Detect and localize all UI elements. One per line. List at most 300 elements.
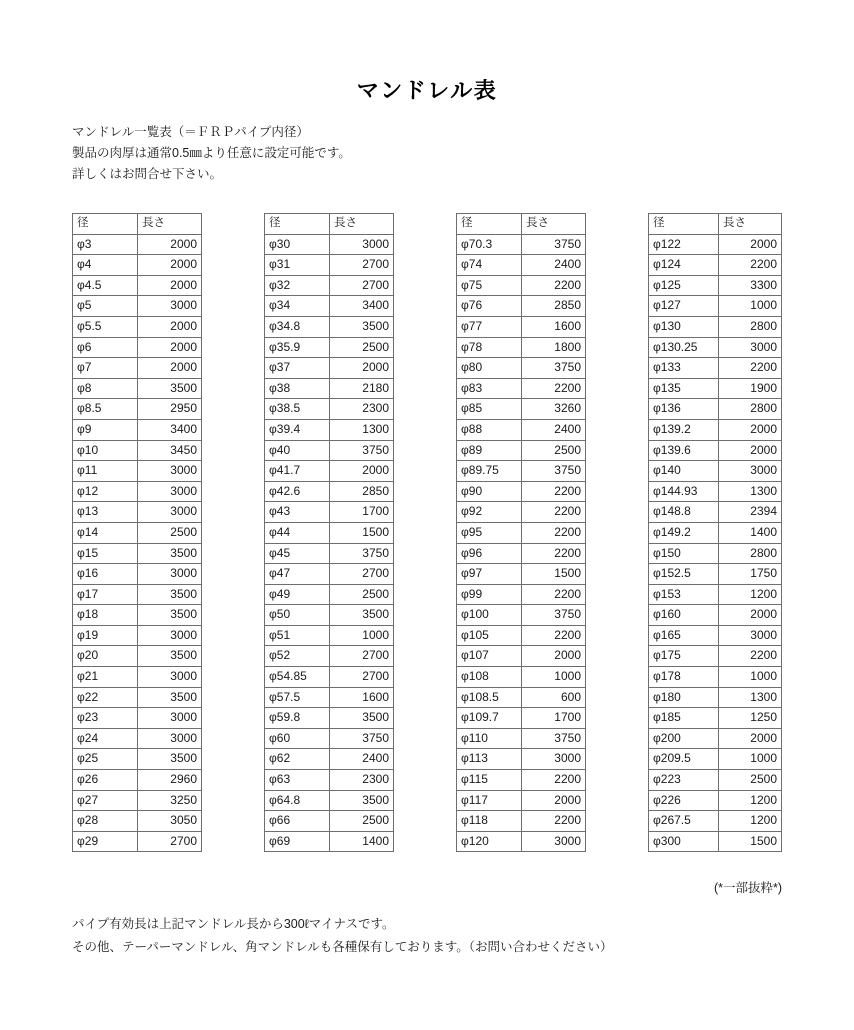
cell-length: 1000 <box>522 667 586 688</box>
cell-length: 2200 <box>522 625 586 646</box>
table-row <box>265 790 394 811</box>
cell-length: 2000 <box>719 728 782 749</box>
table-row <box>265 522 394 543</box>
cell-diameter: φ15 <box>73 543 138 564</box>
table-row <box>649 543 782 564</box>
cell-diameter: φ52 <box>265 646 330 667</box>
table-row <box>649 790 782 811</box>
table-row <box>73 564 202 585</box>
cell-length: 2500 <box>330 337 394 358</box>
table-row <box>457 378 586 399</box>
table-row <box>73 646 202 667</box>
column-header-length: 長さ <box>719 214 782 235</box>
cell-diameter: φ57.5 <box>265 687 330 708</box>
table-row <box>457 728 586 749</box>
table-row <box>265 811 394 832</box>
cell-diameter: φ74 <box>457 255 522 276</box>
cell-length: 1600 <box>330 687 394 708</box>
cell-length: 2850 <box>330 481 394 502</box>
table-row <box>457 440 586 461</box>
cell-diameter: φ70.3 <box>457 234 522 255</box>
cell-length: 2200 <box>522 378 586 399</box>
table-row <box>73 316 202 337</box>
mandrel-table-3 <box>456 213 586 852</box>
cell-diameter: φ100 <box>457 605 522 626</box>
cell-diameter: φ118 <box>457 811 522 832</box>
cell-diameter: φ32 <box>265 275 330 296</box>
table-row <box>649 419 782 440</box>
table-row <box>457 461 586 482</box>
table-row <box>265 502 394 523</box>
cell-length: 3500 <box>330 790 394 811</box>
cell-diameter: φ267.5 <box>649 811 719 832</box>
cell-diameter: φ42.6 <box>265 481 330 502</box>
cell-length: 3400 <box>330 296 394 317</box>
table-row <box>649 667 782 688</box>
cell-diameter: φ40 <box>265 440 330 461</box>
cell-length: 1800 <box>522 337 586 358</box>
table-row <box>649 481 782 502</box>
intro-line-3: 詳しくはお問合せ下さい。 <box>72 167 223 181</box>
cell-diameter: φ6 <box>73 337 138 358</box>
intro-line-2: 製品の肉厚は通常0.5㎜より任意に設定可能です。 <box>72 146 351 160</box>
cell-diameter: φ27 <box>73 790 138 811</box>
cell-diameter: φ5.5 <box>73 316 138 337</box>
table-row <box>457 481 586 502</box>
table-row <box>73 543 202 564</box>
cell-diameter: φ35.9 <box>265 337 330 358</box>
mandrel-table-1 <box>72 213 202 852</box>
cell-length: 2400 <box>522 419 586 440</box>
mandrel-table-2 <box>264 213 394 852</box>
intro-text-block <box>72 122 351 185</box>
table-row <box>649 502 782 523</box>
table-row <box>73 337 202 358</box>
table-row <box>265 234 394 255</box>
table-row <box>73 440 202 461</box>
cell-length: 3500 <box>330 316 394 337</box>
table-row <box>649 584 782 605</box>
table-row <box>265 419 394 440</box>
cell-length: 3000 <box>330 234 394 255</box>
cell-diameter: φ113 <box>457 749 522 770</box>
cell-length: 3750 <box>330 728 394 749</box>
table-row <box>649 625 782 646</box>
cell-length: 2700 <box>138 831 202 852</box>
cell-diameter: φ226 <box>649 790 719 811</box>
table-row <box>649 358 782 379</box>
cell-length: 1000 <box>330 625 394 646</box>
table-row <box>457 584 586 605</box>
table-row <box>649 296 782 317</box>
cell-length: 3000 <box>138 728 202 749</box>
table-row <box>265 564 394 585</box>
cell-diameter: φ59.8 <box>265 708 330 729</box>
cell-diameter: φ8.5 <box>73 399 138 420</box>
table-row <box>265 728 394 749</box>
cell-diameter: φ21 <box>73 667 138 688</box>
table-row <box>649 770 782 791</box>
cell-length: 3500 <box>138 646 202 667</box>
cell-length: 3500 <box>138 605 202 626</box>
table-row <box>265 358 394 379</box>
cell-diameter: φ18 <box>73 605 138 626</box>
cell-length: 3750 <box>522 461 586 482</box>
cell-length: 1300 <box>719 687 782 708</box>
cell-length: 3250 <box>138 790 202 811</box>
cell-diameter: φ75 <box>457 275 522 296</box>
cell-diameter: φ90 <box>457 481 522 502</box>
cell-length: 1500 <box>719 831 782 852</box>
cell-diameter: φ38 <box>265 378 330 399</box>
cell-length: 2000 <box>522 790 586 811</box>
cell-diameter: φ5 <box>73 296 138 317</box>
cell-length: 3300 <box>719 275 782 296</box>
cell-diameter: φ95 <box>457 522 522 543</box>
table-row <box>457 667 586 688</box>
cell-diameter: φ60 <box>265 728 330 749</box>
cell-length: 2000 <box>719 605 782 626</box>
cell-length: 3750 <box>522 234 586 255</box>
cell-diameter: φ165 <box>649 625 719 646</box>
table-row <box>73 378 202 399</box>
cell-diameter: φ96 <box>457 543 522 564</box>
cell-length: 1600 <box>522 316 586 337</box>
cell-length: 2500 <box>138 522 202 543</box>
cell-length: 2200 <box>522 770 586 791</box>
cell-length: 3000 <box>719 625 782 646</box>
cell-diameter: φ148.8 <box>649 502 719 523</box>
cell-diameter: φ17 <box>73 584 138 605</box>
cell-diameter: φ25 <box>73 749 138 770</box>
cell-length: 2700 <box>330 646 394 667</box>
table-row <box>265 543 394 564</box>
cell-diameter: φ4 <box>73 255 138 276</box>
cell-diameter: φ47 <box>265 564 330 585</box>
table-row <box>73 687 202 708</box>
cell-diameter: φ109.7 <box>457 708 522 729</box>
cell-length: 3000 <box>138 625 202 646</box>
table-row <box>265 481 394 502</box>
cell-length: 2950 <box>138 399 202 420</box>
cell-diameter: φ139.2 <box>649 419 719 440</box>
cell-diameter: φ110 <box>457 728 522 749</box>
cell-length: 2700 <box>330 564 394 585</box>
cell-diameter: φ180 <box>649 687 719 708</box>
cell-length: 2200 <box>522 811 586 832</box>
cell-diameter: φ62 <box>265 749 330 770</box>
cell-diameter: φ16 <box>73 564 138 585</box>
cell-length: 2200 <box>719 358 782 379</box>
cell-length: 3000 <box>138 296 202 317</box>
table-row <box>457 234 586 255</box>
cell-diameter: φ3 <box>73 234 138 255</box>
cell-diameter: φ23 <box>73 708 138 729</box>
cell-length: 2850 <box>522 296 586 317</box>
cell-length: 3000 <box>522 749 586 770</box>
cell-diameter: φ24 <box>73 728 138 749</box>
table-row <box>73 749 202 770</box>
cell-diameter: φ149.2 <box>649 522 719 543</box>
table-row <box>457 770 586 791</box>
cell-diameter: φ117 <box>457 790 522 811</box>
cell-length: 2500 <box>330 584 394 605</box>
cell-diameter: φ76 <box>457 296 522 317</box>
table-row <box>457 605 586 626</box>
cell-length: 3000 <box>138 667 202 688</box>
cell-diameter: φ54.85 <box>265 667 330 688</box>
cell-length: 1900 <box>719 378 782 399</box>
cell-diameter: φ92 <box>457 502 522 523</box>
cell-length: 1500 <box>522 564 586 585</box>
cell-diameter: φ8 <box>73 378 138 399</box>
cell-diameter: φ63 <box>265 770 330 791</box>
table-row <box>265 667 394 688</box>
cell-diameter: φ209.5 <box>649 749 719 770</box>
cell-length: 1000 <box>719 296 782 317</box>
cell-length: 2200 <box>719 646 782 667</box>
table-row <box>457 708 586 729</box>
cell-length: 2200 <box>522 481 586 502</box>
cell-diameter: φ139.6 <box>649 440 719 461</box>
cell-diameter: φ37 <box>265 358 330 379</box>
table-row <box>265 749 394 770</box>
cell-length: 3500 <box>138 378 202 399</box>
cell-diameter: φ20 <box>73 646 138 667</box>
cell-length: 2500 <box>719 770 782 791</box>
table-row <box>265 687 394 708</box>
table-row <box>265 378 394 399</box>
excerpt-note: (*一部抜粋*) <box>713 881 782 895</box>
cell-diameter: φ7 <box>73 358 138 379</box>
table-row <box>73 234 202 255</box>
cell-length: 1700 <box>330 502 394 523</box>
cell-diameter: φ22 <box>73 687 138 708</box>
table-row <box>457 522 586 543</box>
footer-line-1: パイプ有効長は上記マンドレル長から300ℓマイナスです。 <box>72 917 395 931</box>
cell-length: 3500 <box>138 543 202 564</box>
table-row <box>457 811 586 832</box>
cell-diameter: φ185 <box>649 708 719 729</box>
table-row <box>457 687 586 708</box>
cell-diameter: φ38.5 <box>265 399 330 420</box>
cell-diameter: φ120 <box>457 831 522 852</box>
cell-diameter: φ127 <box>649 296 719 317</box>
cell-length: 1400 <box>719 522 782 543</box>
table-row <box>73 522 202 543</box>
cell-diameter: φ4.5 <box>73 275 138 296</box>
cell-length: 3500 <box>138 687 202 708</box>
table-row <box>73 399 202 420</box>
column-header-diameter: 径 <box>265 214 330 235</box>
table-row <box>457 564 586 585</box>
cell-diameter: φ140 <box>649 461 719 482</box>
cell-length: 1200 <box>719 790 782 811</box>
cell-length: 2960 <box>138 770 202 791</box>
cell-length: 3500 <box>138 584 202 605</box>
cell-diameter: φ85 <box>457 399 522 420</box>
table-row <box>457 399 586 420</box>
cell-length: 2000 <box>138 358 202 379</box>
cell-diameter: φ69 <box>265 831 330 852</box>
cell-length: 2500 <box>522 440 586 461</box>
cell-diameter: φ14 <box>73 522 138 543</box>
cell-diameter: φ175 <box>649 646 719 667</box>
table-row <box>649 749 782 770</box>
cell-diameter: φ124 <box>649 255 719 276</box>
cell-diameter: φ39.4 <box>265 419 330 440</box>
cell-length: 3750 <box>522 728 586 749</box>
column-header-length: 長さ <box>522 214 586 235</box>
cell-diameter: φ9 <box>73 419 138 440</box>
cell-length: 2000 <box>138 275 202 296</box>
cell-length: 1200 <box>719 811 782 832</box>
cell-length: 3000 <box>138 564 202 585</box>
table-row <box>73 708 202 729</box>
cell-diameter: φ34 <box>265 296 330 317</box>
cell-diameter: φ13 <box>73 502 138 523</box>
table-row <box>73 770 202 791</box>
cell-length: 2000 <box>138 255 202 276</box>
cell-diameter: φ10 <box>73 440 138 461</box>
table-row <box>649 728 782 749</box>
cell-length: 1000 <box>719 667 782 688</box>
cell-length: 1300 <box>719 481 782 502</box>
cell-length: 2200 <box>719 255 782 276</box>
table-row <box>265 831 394 852</box>
cell-length: 1700 <box>522 708 586 729</box>
cell-diameter: φ78 <box>457 337 522 358</box>
cell-diameter: φ108.5 <box>457 687 522 708</box>
table-row <box>73 584 202 605</box>
cell-length: 3750 <box>330 543 394 564</box>
table-row <box>457 275 586 296</box>
cell-length: 2200 <box>522 543 586 564</box>
table-row <box>457 646 586 667</box>
cell-length: 2394 <box>719 502 782 523</box>
cell-length: 1400 <box>330 831 394 852</box>
cell-length: 3500 <box>330 605 394 626</box>
table-row <box>73 667 202 688</box>
table-header-row <box>265 214 394 235</box>
table-row <box>73 502 202 523</box>
cell-length: 2400 <box>330 749 394 770</box>
table-row <box>649 831 782 852</box>
cell-diameter: φ64.8 <box>265 790 330 811</box>
column-header-diameter: 径 <box>457 214 522 235</box>
table-row <box>649 461 782 482</box>
table-row <box>73 481 202 502</box>
cell-diameter: φ12 <box>73 481 138 502</box>
table-row <box>649 378 782 399</box>
cell-length: 2200 <box>522 275 586 296</box>
cell-length: 2000 <box>138 337 202 358</box>
cell-length: 3050 <box>138 811 202 832</box>
cell-length: 1000 <box>719 749 782 770</box>
cell-diameter: φ66 <box>265 811 330 832</box>
table-row <box>457 358 586 379</box>
cell-length: 3000 <box>138 481 202 502</box>
cell-diameter: φ160 <box>649 605 719 626</box>
table-row <box>73 605 202 626</box>
table-row <box>265 440 394 461</box>
table-row <box>265 605 394 626</box>
cell-length: 3000 <box>719 337 782 358</box>
table-row <box>265 584 394 605</box>
table-row <box>457 625 586 646</box>
cell-diameter: φ28 <box>73 811 138 832</box>
cell-diameter: φ19 <box>73 625 138 646</box>
table-row <box>265 255 394 276</box>
column-header-length: 長さ <box>138 214 202 235</box>
table-row <box>265 646 394 667</box>
cell-length: 2000 <box>719 234 782 255</box>
table-row <box>649 275 782 296</box>
cell-diameter: φ50 <box>265 605 330 626</box>
cell-diameter: φ44 <box>265 522 330 543</box>
cell-length: 2700 <box>330 275 394 296</box>
cell-diameter: φ107 <box>457 646 522 667</box>
table-row <box>73 728 202 749</box>
table-row <box>457 255 586 276</box>
cell-diameter: φ153 <box>649 584 719 605</box>
mandrel-table-4 <box>648 213 782 852</box>
cell-diameter: φ51 <box>265 625 330 646</box>
cell-diameter: φ300 <box>649 831 719 852</box>
cell-length: 3000 <box>138 708 202 729</box>
table-row <box>265 625 394 646</box>
table-row <box>265 708 394 729</box>
cell-diameter: φ80 <box>457 358 522 379</box>
table-row <box>649 234 782 255</box>
cell-length: 3750 <box>330 440 394 461</box>
cell-diameter: φ30 <box>265 234 330 255</box>
cell-diameter: φ144.93 <box>649 481 719 502</box>
table-row <box>73 275 202 296</box>
table-row <box>73 358 202 379</box>
table-row <box>649 811 782 832</box>
cell-length: 1200 <box>719 584 782 605</box>
table-row <box>649 316 782 337</box>
cell-length: 3000 <box>138 502 202 523</box>
cell-diameter: φ29 <box>73 831 138 852</box>
cell-diameter: φ108 <box>457 667 522 688</box>
cell-diameter: φ133 <box>649 358 719 379</box>
table-row <box>457 749 586 770</box>
cell-diameter: φ152.5 <box>649 564 719 585</box>
cell-diameter: φ31 <box>265 255 330 276</box>
cell-length: 3500 <box>330 708 394 729</box>
cell-diameter: φ125 <box>649 275 719 296</box>
cell-length: 2700 <box>330 255 394 276</box>
cell-diameter: φ49 <box>265 584 330 605</box>
cell-diameter: φ223 <box>649 770 719 791</box>
footer-line-2: その他、テーパーマンドレル、角マンドレルも各種保有しております。（お問い合わせください） <box>72 940 613 954</box>
table-row <box>649 646 782 667</box>
page-title: マンドレル表 <box>356 78 498 103</box>
cell-diameter: φ34.8 <box>265 316 330 337</box>
table-row <box>265 296 394 317</box>
column-header-diameter: 径 <box>649 214 719 235</box>
table-row <box>649 564 782 585</box>
cell-diameter: φ41.7 <box>265 461 330 482</box>
table-row <box>73 255 202 276</box>
cell-length: 3000 <box>522 831 586 852</box>
table-row <box>73 625 202 646</box>
column-header-diameter: 径 <box>73 214 138 235</box>
cell-length: 2000 <box>138 234 202 255</box>
table-row <box>265 399 394 420</box>
